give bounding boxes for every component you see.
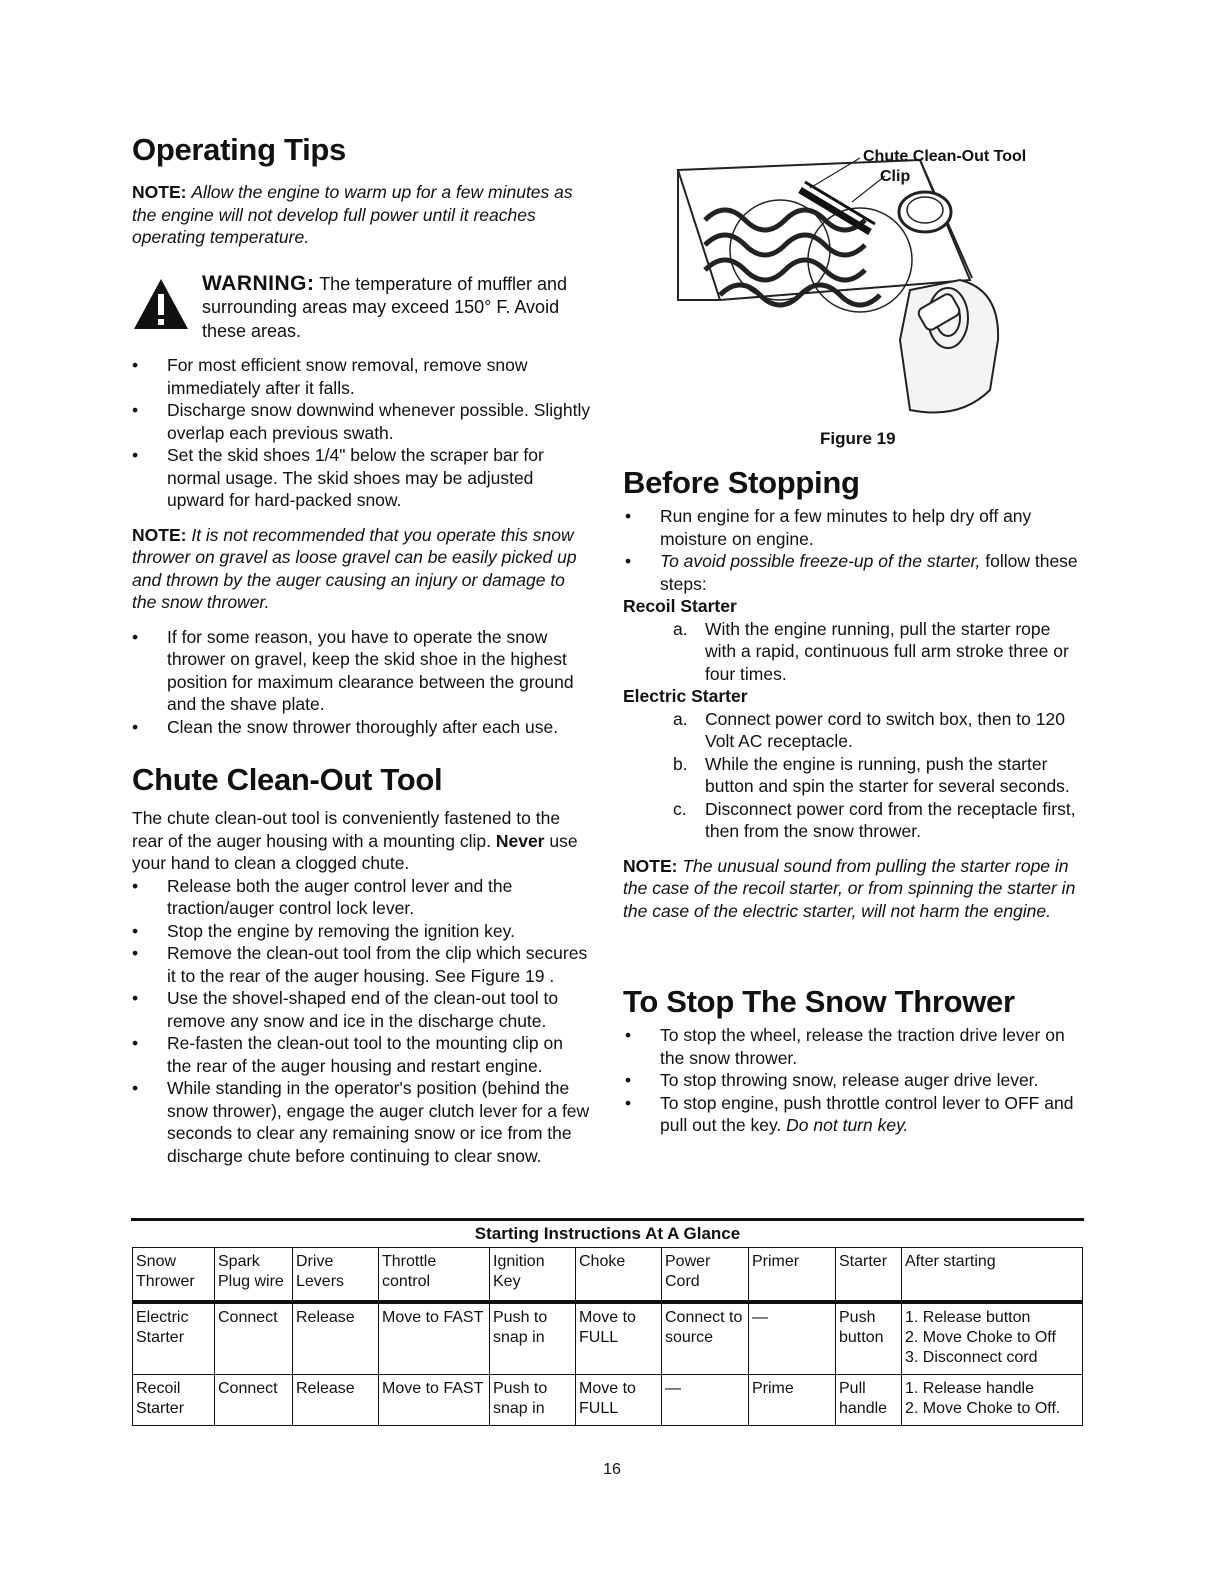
- page-number: 16: [603, 1461, 621, 1478]
- note-starter-sound: NOTE: The unusual sound from pulling the starter rope in the case of the recoil starter, or from spinning the starter in the case of the electric starter, will not harm the engine.: [623, 855, 1076, 921]
- table-cell: Push to snap in: [490, 1375, 576, 1426]
- before-stopping-section: [623, 505, 1083, 922]
- list-item: • Stop the engine by removing the ignition key.: [132, 920, 592, 943]
- table-cell: Connect to source: [662, 1302, 749, 1375]
- table-cell: Move to FULL: [576, 1375, 662, 1426]
- chute-tool-section: [132, 807, 592, 1167]
- note-operating-temp: NOTE: Allow the engine to warm up for a few minutes as the engine will not develop full power until it reaches operating temperature.: [132, 182, 573, 247]
- table-cell-after-starting: 1. Release button 2. Move Choke to Off 3. Disconnect cord: [902, 1302, 1083, 1375]
- list-item: • Set the skid shoes 1/4" below the scraper bar for normal usage. The skid shoes may be adjusted upward for hard-packed snow.: [132, 444, 592, 512]
- list-item: • If for some reason, you have to operate the snow thrower on gravel, keep the skid shoe in the highest position for maximum clearance between the ground and the shave plate.: [132, 626, 592, 716]
- list-item: • For most efficient snow removal, remove snow immediately after it falls.: [132, 354, 592, 399]
- table-row: [133, 1375, 1083, 1426]
- table-header-cell: Drive Levers: [293, 1248, 379, 1303]
- table-header-cell: Spark Plug wire: [215, 1248, 293, 1303]
- operating-tips-title: Operating Tips: [132, 132, 346, 167]
- table-cell: Connect: [215, 1375, 293, 1426]
- list-item: • Run engine for a few minutes to help dry off any moisture on engine.: [625, 505, 1083, 550]
- list-item: • To stop the wheel, release the traction drive lever on the snow thrower.: [625, 1024, 1083, 1069]
- list-item: • Discharge snow downwind whenever possible. Slightly overlap each previous swath.: [132, 399, 592, 444]
- stop-thrower-list: [625, 1024, 1083, 1137]
- table-cell-after-starting: 1. Release handle 2. Move Choke to Off.: [902, 1375, 1083, 1426]
- list-item: • Release both the auger control lever and the traction/auger control lock lever.: [132, 875, 592, 920]
- table-cell: Electric Starter: [133, 1302, 215, 1375]
- gravel-list: [132, 626, 592, 739]
- table-header-row: [133, 1248, 1083, 1303]
- table-row: [133, 1302, 1083, 1375]
- list-item: a. Connect power cord to switch box, then to 120 Volt AC receptacle.: [673, 708, 1065, 751]
- table-cell: Release: [293, 1375, 379, 1426]
- table-cell: Prime: [749, 1375, 836, 1426]
- electric-starter-heading: Electric Starter: [623, 686, 748, 706]
- table-cell: Recoil Starter: [133, 1375, 215, 1426]
- chute-tool-title: Chute Clean-Out Tool: [132, 762, 443, 797]
- figure-label-tool: Chute Clean-Out Tool: [863, 148, 1027, 165]
- table-header-cell: Primer: [749, 1248, 836, 1303]
- table-cell: —: [662, 1375, 749, 1426]
- list-item: • To stop engine, push throttle control lever to OFF and pull out the key. Do not turn key.: [625, 1092, 1083, 1137]
- figure-caption: Figure 19: [820, 429, 896, 448]
- before-stopping-title: Before Stopping: [623, 465, 860, 500]
- list-item: a. With the engine running, pull the starter rope with a rapid, continuous full arm stroke three or four times.: [673, 618, 1069, 684]
- operating-tips-section: [132, 181, 592, 738]
- stop-thrower-title: To Stop The Snow Thrower: [623, 984, 1015, 1019]
- table-header-cell: Snow Thrower: [133, 1248, 215, 1303]
- table-header-cell: Power Cord: [662, 1248, 749, 1303]
- warning-text: WARNING: The temperature of muffler and surrounding areas may exceed 150° F. Avoid these areas.: [202, 271, 567, 341]
- list-item: • While standing in the operator's position (behind the snow thrower), engage the auger clutch lever for a few seconds to clear any remaining snow or ice from the discharge chute before continuing to clear snow.: [132, 1077, 592, 1167]
- table-header-cell: Ignition Key: [490, 1248, 576, 1303]
- operating-tips-list: [132, 354, 592, 512]
- table-cell: Move to FAST: [379, 1375, 490, 1426]
- figure-label-clip: Clip: [880, 168, 911, 185]
- figure-19-illustration: [660, 140, 1060, 420]
- list-item: • Clean the snow thrower thoroughly after each use.: [132, 716, 592, 739]
- table-cell: Move to FAST: [379, 1302, 490, 1375]
- starting-instructions-table: [132, 1247, 1083, 1426]
- before-stopping-list: [625, 505, 1083, 595]
- list-item: • To avoid possible freeze-up of the starter, follow these steps:: [625, 550, 1083, 595]
- table-cell: Connect: [215, 1302, 293, 1375]
- table-header-cell: After starting: [902, 1248, 1083, 1303]
- electric-steps: [623, 708, 1083, 843]
- table-title: Starting Instructions At A Glance: [474, 1224, 741, 1243]
- table-cell: Push to snap in: [490, 1302, 576, 1375]
- chute-tool-list: [132, 875, 592, 1168]
- table-cell: Push button: [836, 1302, 902, 1375]
- warning-block: [132, 272, 592, 344]
- list-item: • To stop throwing snow, release auger drive lever.: [625, 1069, 1083, 1092]
- list-item: b. While the engine is running, push the starter button and spin the starter for several seconds.: [673, 753, 1070, 796]
- note-gravel: NOTE: It is not recommended that you operate this snow thrower on gravel as loose gravel can be easily picked up and thrown by the auger causing an injury or damage to the snow thrower.: [132, 524, 577, 612]
- list-item: • Re-fasten the clean-out tool to the mounting clip on the rear of the auger housing and restart engine.: [132, 1032, 592, 1077]
- table-cell: Pull handle: [836, 1375, 902, 1426]
- list-item: c. Disconnect power cord from the receptacle first, then from the snow thrower.: [673, 798, 1076, 841]
- table-cell: Move to FULL: [576, 1302, 662, 1375]
- table-top-rule: [131, 1218, 1084, 1221]
- table-cell: —: [749, 1302, 836, 1375]
- table-cell: Release: [293, 1302, 379, 1375]
- stop-thrower-section: [623, 1024, 1083, 1137]
- table-header-cell: Starter: [836, 1248, 902, 1303]
- recoil-starter-heading: Recoil Starter: [623, 596, 737, 616]
- list-item: • Remove the clean-out tool from the clip which secures it to the rear of the auger housing. See Figure 19 .: [132, 942, 592, 987]
- table-header-cell: Choke: [576, 1248, 662, 1303]
- recoil-steps: [623, 618, 1083, 686]
- warning-triangle-icon: [132, 277, 190, 331]
- chute-tool-intro: The chute clean-out tool is conveniently fastened to the rear of the auger housing with a mounting clip. Never use your hand to clean a clogged chute.: [132, 808, 578, 873]
- table-header-cell: Throttle control: [379, 1248, 490, 1303]
- list-item: • Use the shovel-shaped end of the clean-out tool to remove any snow and ice in the discharge chute.: [132, 987, 592, 1032]
